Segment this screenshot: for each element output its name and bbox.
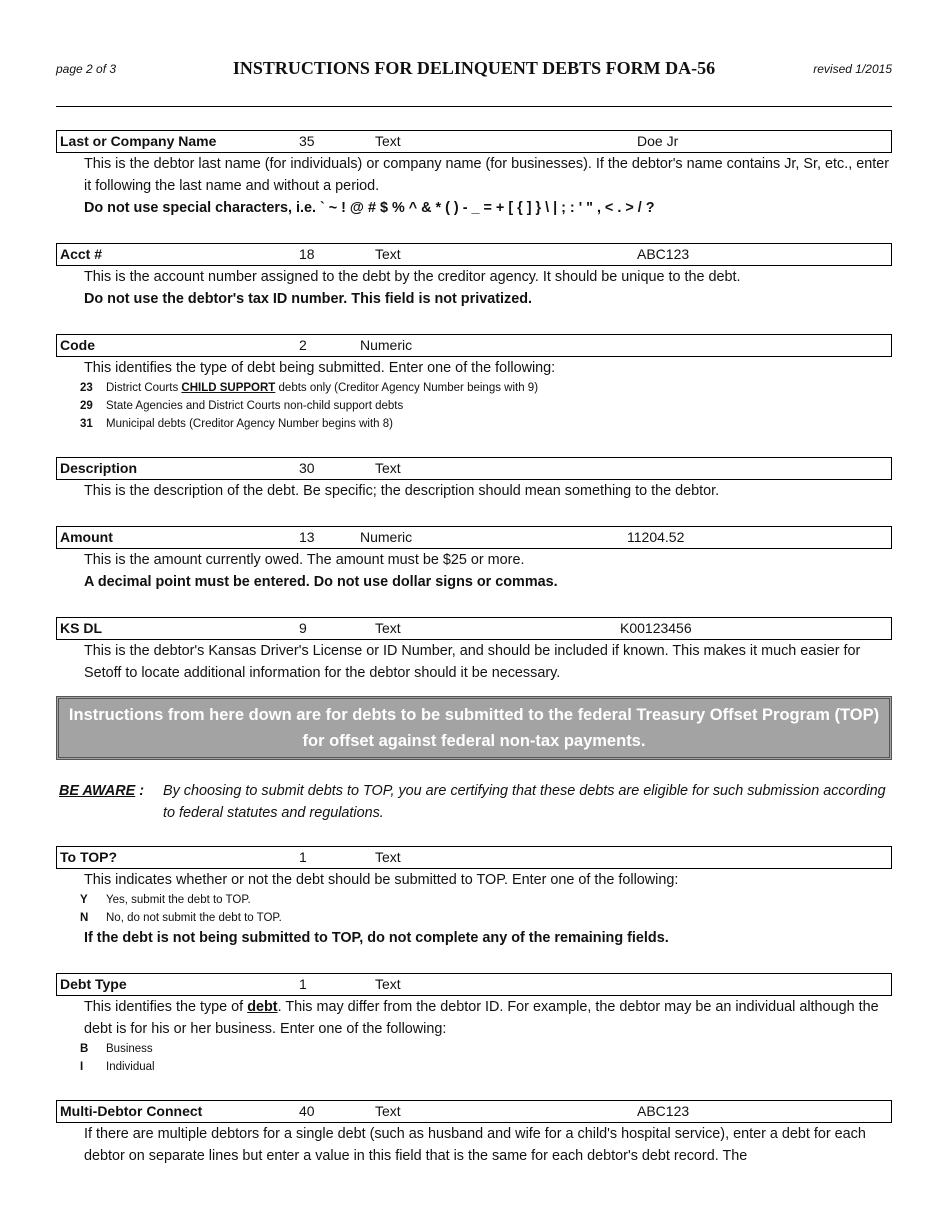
description-text: This indicates whether or not the debt should be submitted to TOP. Enter one of the following: <box>84 872 679 888</box>
field-description <box>84 1123 892 1167</box>
field-example: ABC123 <box>637 246 690 262</box>
debt-type-options <box>80 1040 892 1076</box>
field-example: K00123456 <box>620 620 692 636</box>
field-type: Text <box>375 133 401 149</box>
field-type: Text <box>375 849 401 865</box>
list-item <box>80 1058 892 1076</box>
option-key: B <box>80 1043 89 1055</box>
description-text: This is the description of the debt. Be specific; the description should mean something to the debtor. <box>84 483 720 499</box>
description-warning: Do not use the debtor's tax ID number. This field is not privatized. <box>84 291 532 307</box>
description-text: This is the debtor last name (for individuals) or company name (for businesses). If the debtor's name contains Jr, Sr, etc., enter it following the last name and without a period. <box>84 156 889 194</box>
field-row-ksdl <box>56 617 892 640</box>
field-row-last-name <box>56 130 892 153</box>
code-options <box>80 379 892 433</box>
option-key: N <box>80 912 89 924</box>
field-name: Description <box>60 460 138 476</box>
description-text: This is the account number assigned to the debt by the creditor agency. It should be unique to the debt. <box>84 269 741 285</box>
description-text: This is the amount currently owed. The amount must be $25 or more. <box>84 552 525 568</box>
field-length: 35 <box>299 133 315 149</box>
option-key: Y <box>80 894 88 906</box>
field-type: Text <box>375 246 401 262</box>
field-length: 1 <box>299 849 307 865</box>
field-description-note <box>84 927 892 949</box>
description-warning: If the debt is not being submitted to TOP, do not complete any of the remaining fields. <box>84 930 669 946</box>
be-aware-text: By choosing to submit debts to TOP, you are certifying that these debts are eligible for such submission according to federal statutes and regulations. <box>163 783 886 821</box>
field-length: 40 <box>299 1103 315 1119</box>
field-name: Amount <box>60 529 113 545</box>
field-name: Acct # <box>60 246 103 262</box>
field-description <box>84 266 892 310</box>
field-name: Debt Type <box>60 976 127 992</box>
field-name: To TOP? <box>60 849 118 865</box>
list-item <box>80 379 892 397</box>
field-description <box>84 640 892 684</box>
field-row-debt-type <box>56 973 892 996</box>
option-text: Business <box>106 1043 153 1055</box>
field-description <box>84 549 892 593</box>
description-text: This is the debtor's Kansas Driver's License or ID Number, and should be included if known. This makes it much easier for Setoff to locate additional information for the debtor should it be necessary. <box>84 643 861 681</box>
field-name: Code <box>60 337 95 353</box>
description-text: This identifies the type of debt being submitted. Enter one of the following: <box>84 360 556 376</box>
field-length: 18 <box>299 246 315 262</box>
option-text: State Agencies and District Courts non-child support debts <box>106 400 404 412</box>
field-description <box>84 480 892 502</box>
header-divider <box>56 106 892 107</box>
field-type: Text <box>375 620 401 636</box>
field-description <box>84 357 892 379</box>
option-key: 23 <box>80 382 93 394</box>
field-type: Numeric <box>360 337 413 353</box>
be-aware-label: BE AWARE : <box>59 783 145 799</box>
option-key: 31 <box>80 418 93 430</box>
description-warning: A decimal point must be entered. Do not use dollar signs or commas. <box>84 574 558 590</box>
list-item <box>80 909 892 927</box>
revision-date: revised 1/2015 <box>813 62 892 76</box>
field-instructions <box>56 130 892 1167</box>
field-type: Text <box>375 976 401 992</box>
field-length: 13 <box>299 529 315 545</box>
field-example: 11204.52 <box>627 529 685 545</box>
page-title: INSTRUCTIONS FOR DELINQUENT DEBTS FORM DA-56 <box>232 58 716 78</box>
field-row-acct <box>56 243 892 266</box>
description-text: This identifies the type of debt. This may differ from the debtor ID. For example, the debtor may be an individual although the debt is for his or her business. Enter one of the following: <box>84 999 879 1037</box>
option-text: Municipal debts (Creditor Agency Number begins with 8) <box>106 418 393 430</box>
list-item <box>80 1040 892 1058</box>
page-header <box>56 58 892 86</box>
option-text: Individual <box>106 1061 155 1073</box>
field-row-code <box>56 334 892 357</box>
field-description <box>84 869 892 891</box>
description-warning: Do not use special characters, i.e. ` ~ ! @ # $ % ^ & * ( ) - _ = + [ { ] } \ | ; : ' " , < . > / ? <box>84 200 655 216</box>
list-item <box>80 891 892 909</box>
field-length: 1 <box>299 976 307 992</box>
option-key: I <box>80 1061 84 1073</box>
page-number: page 2 of 3 <box>56 62 117 76</box>
option-text: District Courts CHILD SUPPORT debts only (Creditor Agency Number beings with 9) <box>106 382 539 394</box>
field-description <box>84 153 892 219</box>
field-length: 2 <box>299 337 307 353</box>
field-row-multi-debtor <box>56 1100 892 1123</box>
field-example: Doe Jr <box>637 133 679 149</box>
field-length: 30 <box>299 460 315 476</box>
be-aware-notice <box>56 780 892 824</box>
list-item <box>80 415 892 433</box>
field-row-amount <box>56 526 892 549</box>
option-text: Yes, submit the debt to TOP. <box>106 894 251 906</box>
field-description <box>84 996 892 1040</box>
to-top-options <box>80 891 892 927</box>
field-example: ABC123 <box>637 1103 690 1119</box>
field-type: Text <box>375 1103 401 1119</box>
option-text: No, do not submit the debt to TOP. <box>106 912 282 924</box>
list-item <box>80 397 892 415</box>
field-name: KS DL <box>60 620 102 636</box>
field-length: 9 <box>299 620 307 636</box>
top-section-banner: Instructions from here down are for debts to be submitted to the federal Treasury Offset Program (TOP) for offset against federal non-tax payments. <box>56 696 892 760</box>
description-text: If there are multiple debtors for a single debt (such as husband and wife for a child's hospital service), enter a debt for each debtor on separate lines but enter a value in this field that is the same for each debtor's debt record. The <box>84 1126 866 1164</box>
field-type: Numeric <box>360 529 413 545</box>
field-row-to-top <box>56 846 892 869</box>
field-name: Multi-Debtor Connect <box>60 1103 203 1119</box>
field-row-description <box>56 457 892 480</box>
option-key: 29 <box>80 400 93 412</box>
field-name: Last or Company Name <box>60 133 217 149</box>
field-type: Text <box>375 460 401 476</box>
